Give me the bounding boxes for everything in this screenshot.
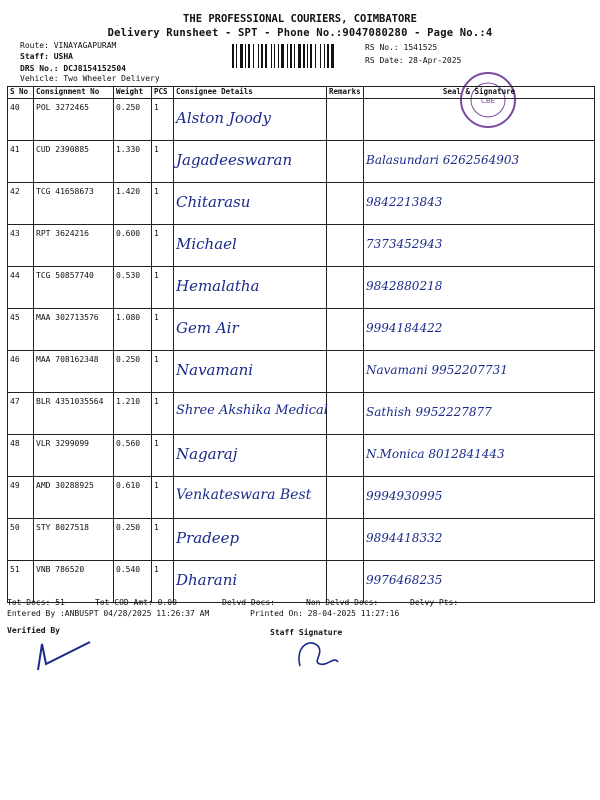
row-consignee — [174, 519, 327, 561]
row-weight: 1.210 — [114, 393, 152, 435]
signature-handwriting: Balasundari 6262564903 — [366, 153, 520, 167]
table-row — [8, 477, 595, 519]
row-pcs: 1 — [152, 225, 174, 267]
row-consignment: VNB 786520 — [34, 561, 114, 603]
row-pcs: 1 — [152, 99, 174, 141]
row-consignment: BLR 4351035564 — [34, 393, 114, 435]
table-row — [8, 351, 595, 393]
signature-handwriting: N.Monica 8012841443 — [366, 447, 505, 461]
row-pcs: 1 — [152, 183, 174, 225]
row-weight: 0.250 — [114, 351, 152, 393]
consignee-handwriting: Jagadeeswaran — [176, 151, 293, 169]
row-signature — [364, 435, 595, 477]
table-row — [8, 99, 595, 141]
table-row — [8, 561, 595, 603]
row-signature — [364, 519, 595, 561]
row-consignee — [174, 477, 327, 519]
row-remarks — [327, 309, 364, 351]
row-sno: 50 — [8, 519, 34, 561]
row-pcs: 1 — [152, 561, 174, 603]
row-consignment: MAA 708162348 — [34, 351, 114, 393]
row-signature — [364, 225, 595, 267]
row-weight: 0.560 — [114, 435, 152, 477]
row-consignee — [174, 393, 327, 435]
printed-on: Printed On: 28-04-2025 11:27:16 — [250, 609, 400, 618]
row-sno: 49 — [8, 477, 34, 519]
drs-label: DRS No.: DCJ8154152504 — [20, 64, 126, 73]
rs-number: RS No.: 1541525 — [365, 43, 438, 52]
consignee-handwriting: Michael — [176, 235, 237, 253]
route-label: Route: VINAYAGAPURAM — [20, 41, 117, 50]
row-pcs: 1 — [152, 477, 174, 519]
row-remarks — [327, 225, 364, 267]
row-remarks — [327, 393, 364, 435]
row-consignment: RPT 3624216 — [34, 225, 114, 267]
row-signature — [364, 393, 595, 435]
row-sno: 40 — [8, 99, 34, 141]
table-row — [8, 393, 595, 435]
row-signature — [364, 351, 595, 393]
row-weight: 0.600 — [114, 225, 152, 267]
row-sno: 45 — [8, 309, 34, 351]
row-consignee — [174, 141, 327, 183]
table-row — [8, 435, 595, 477]
consignee-handwriting: Dharani — [176, 571, 238, 589]
verifier-signature-mark — [30, 634, 100, 674]
table-row — [8, 225, 595, 267]
row-consignee — [174, 183, 327, 225]
signature-handwriting: Navamani 9952207731 — [366, 363, 508, 377]
row-remarks — [327, 519, 364, 561]
col-weight: Weight — [114, 87, 152, 99]
table-row — [8, 183, 595, 225]
table-row — [8, 309, 595, 351]
vehicle-label: Vehicle: Two Wheeler Delivery — [20, 74, 160, 83]
signature-handwriting: 9994930995 — [366, 489, 443, 503]
row-pcs: 1 — [152, 267, 174, 309]
signature-handwriting: 9976468235 — [366, 573, 443, 587]
row-signature — [364, 561, 595, 603]
staff-label: Staff: USHA — [20, 52, 73, 61]
row-sno: 47 — [8, 393, 34, 435]
row-consignment: TCG 50857740 — [34, 267, 114, 309]
row-consignee — [174, 225, 327, 267]
table-row — [8, 519, 595, 561]
consignee-handwriting: Hemalatha — [176, 277, 260, 295]
row-remarks — [327, 141, 364, 183]
row-sno: 43 — [8, 225, 34, 267]
row-sno: 46 — [8, 351, 34, 393]
total-cod-amount: Tot COD Amt: 0.00 — [95, 598, 177, 607]
row-signature — [364, 477, 595, 519]
signature-handwriting: 9994184422 — [366, 321, 443, 335]
table-row — [8, 141, 595, 183]
row-consignment: STY 8027518 — [34, 519, 114, 561]
non-delivered-docs: Non Delvd Docs: — [306, 598, 379, 607]
row-consignment: TCG 41658673 — [34, 183, 114, 225]
row-remarks — [327, 351, 364, 393]
row-pcs: 1 — [152, 519, 174, 561]
row-remarks — [327, 435, 364, 477]
row-signature — [364, 267, 595, 309]
row-signature — [364, 99, 595, 141]
delivered-docs: Delvd Docs: — [222, 598, 275, 607]
total-docs: Tot Docs: 51 — [7, 598, 65, 607]
table-row — [8, 267, 595, 309]
row-weight: 0.610 — [114, 477, 152, 519]
row-consignment: POL 3272465 — [34, 99, 114, 141]
row-weight: 0.250 — [114, 99, 152, 141]
row-remarks — [327, 267, 364, 309]
signature-handwriting: 9842880218 — [366, 279, 443, 293]
consignee-handwriting: Pradeep — [176, 529, 240, 547]
consignee-handwriting: Gem Air — [176, 319, 239, 337]
col-remarks: Remarks — [327, 87, 364, 99]
row-sno: 42 — [8, 183, 34, 225]
row-sno: 44 — [8, 267, 34, 309]
row-pcs: 1 — [152, 141, 174, 183]
barcode — [232, 44, 356, 68]
row-consignment: AMD 30288925 — [34, 477, 114, 519]
consignee-handwriting: Shree Akshika Medical — [176, 403, 328, 418]
row-consignee — [174, 561, 327, 603]
row-weight: 1.420 — [114, 183, 152, 225]
row-weight: 1.330 — [114, 141, 152, 183]
staff-signature-label: Staff Signature — [270, 628, 343, 637]
consignee-handwriting: Nagaraj — [176, 445, 238, 463]
runsheet-subtitle: Delivery Runsheet - SPT - Phone No.:9047080280 - Page No.:4 — [107, 27, 493, 39]
row-pcs: 1 — [152, 309, 174, 351]
col-signature: Seal & Signature — [364, 87, 595, 99]
row-weight: 0.540 — [114, 561, 152, 603]
runsheet-table — [7, 86, 595, 603]
col-pcs: PCS — [152, 87, 174, 99]
verified-by-label: Verified By — [7, 626, 60, 635]
row-weight: 0.530 — [114, 267, 152, 309]
delivery-points: Delvy Pts: — [410, 598, 459, 607]
row-consignee — [174, 267, 327, 309]
row-consignee — [174, 309, 327, 351]
company-title: THE PROFESSIONAL COURIERS, COIMBATORE — [183, 13, 417, 25]
row-remarks — [327, 561, 364, 603]
row-pcs: 1 — [152, 435, 174, 477]
row-consignee — [174, 99, 327, 141]
signature-handwriting: 9894418332 — [366, 531, 443, 545]
row-weight: 1.080 — [114, 309, 152, 351]
row-sno: 51 — [8, 561, 34, 603]
signature-handwriting: Sathish 9952227877 — [366, 405, 492, 419]
row-pcs: 1 — [152, 393, 174, 435]
row-remarks — [327, 183, 364, 225]
row-remarks — [327, 477, 364, 519]
row-consignment: VLR 3299099 — [34, 435, 114, 477]
row-signature — [364, 183, 595, 225]
col-consignment: Consignment No — [34, 87, 114, 99]
rs-date: RS Date: 28-Apr-2025 — [365, 56, 462, 65]
col-sno: S No — [8, 87, 34, 99]
svg-text:CBE: CBE — [480, 97, 496, 105]
row-weight: 0.250 — [114, 519, 152, 561]
row-consignee — [174, 435, 327, 477]
consignee-handwriting: Venkateswara Best — [176, 487, 312, 503]
signature-handwriting: 9842213843 — [366, 195, 443, 209]
row-pcs: 1 — [152, 351, 174, 393]
row-consignment: CUD 2390885 — [34, 141, 114, 183]
row-sno: 48 — [8, 435, 34, 477]
row-sno: 41 — [8, 141, 34, 183]
col-consignee: Consignee Details — [174, 87, 327, 99]
consignee-handwriting: Navamani — [176, 361, 254, 379]
staff-signature-mark — [290, 636, 350, 672]
row-remarks — [327, 99, 364, 141]
consignee-handwriting: Chitarasu — [176, 193, 251, 211]
consignee-handwriting: Alston Joody — [176, 109, 271, 127]
table-header-row — [8, 87, 595, 99]
row-signature — [364, 309, 595, 351]
row-consignee — [174, 351, 327, 393]
row-consignment: MAA 302713576 — [34, 309, 114, 351]
signature-handwriting: 7373452943 — [366, 237, 443, 251]
row-signature — [364, 141, 595, 183]
entered-by: Entered By :ANBUSPT 04/28/2025 11:26:37 AM — [7, 609, 210, 618]
